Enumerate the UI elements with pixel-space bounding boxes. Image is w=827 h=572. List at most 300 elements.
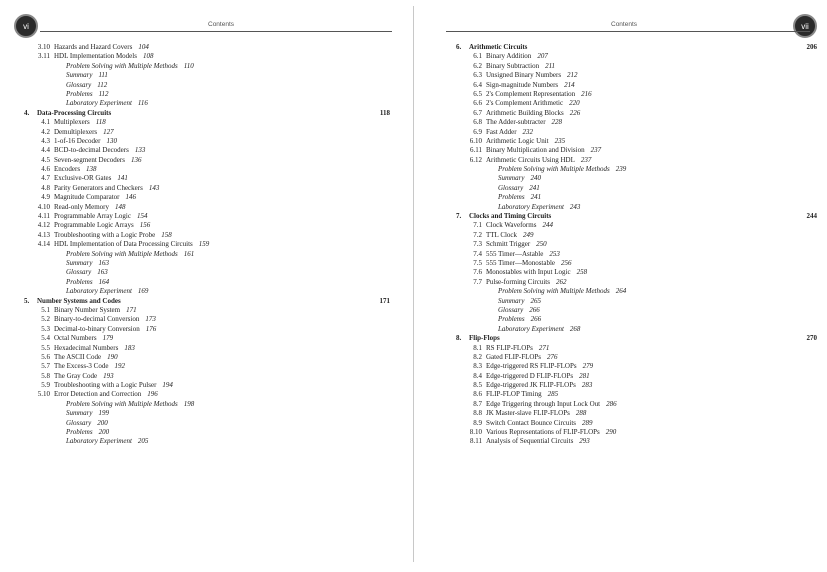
toc-section xyxy=(24,390,404,399)
section-number: 4.6 xyxy=(41,165,50,174)
section-title: Troubleshooting with a Logic Probe xyxy=(54,230,156,239)
end-matter-title: Problems xyxy=(498,315,525,324)
running-head: Contents xyxy=(611,21,638,28)
section-title: Read-only Memory xyxy=(54,202,110,211)
toc-end-matter xyxy=(456,165,817,174)
section-page-number: 192 xyxy=(114,362,125,371)
toc-section xyxy=(24,381,404,390)
section-title: 555 Timer—Astable xyxy=(486,249,544,258)
section-page-number: 136 xyxy=(130,155,142,164)
section-number: 6.8 xyxy=(473,118,482,127)
toc-section xyxy=(24,184,404,193)
end-matter-page-number: 241 xyxy=(530,193,542,202)
section-title: Edge Triggering through Input Lock Out xyxy=(486,399,601,408)
toc-chapter xyxy=(24,297,404,306)
section-page-number: 293 xyxy=(579,437,590,446)
section-title: Binary Number System xyxy=(54,305,121,314)
section-number: 4.13 xyxy=(37,230,50,239)
section-page-number: 288 xyxy=(575,409,587,418)
section-title: 2's Complement Arithmetic xyxy=(486,99,564,108)
toc-section xyxy=(24,156,404,165)
toc-end-matter xyxy=(24,278,404,287)
toc-section xyxy=(24,52,404,61)
toc-section xyxy=(456,278,817,287)
end-matter-page-number: 266 xyxy=(530,315,542,324)
toc-chapter xyxy=(24,109,404,118)
section-title: Programmable Array Logic xyxy=(54,212,131,221)
left-page xyxy=(0,0,410,572)
end-matter-title: Glossary xyxy=(66,418,92,427)
section-title: Octal Numbers xyxy=(54,334,97,343)
toc-section xyxy=(24,344,404,353)
section-number: 6.12 xyxy=(469,155,482,164)
section-title: Hazards and Hazard Covers xyxy=(54,43,133,51)
toc-section xyxy=(456,52,817,61)
end-matter-title: Problem Solving with Multiple Methods xyxy=(66,399,178,408)
toc-section xyxy=(456,231,817,240)
toc-section xyxy=(456,372,817,381)
chapter-number: 5. xyxy=(24,296,30,305)
section-number: 7.1 xyxy=(473,221,482,230)
section-page-number: 190 xyxy=(107,352,118,361)
section-page-number: 256 xyxy=(561,258,572,267)
toc-end-matter xyxy=(456,315,817,324)
toc-section xyxy=(24,174,404,183)
section-title: Troubleshooting with a Logic Pulser xyxy=(54,381,157,390)
section-number: 5.9 xyxy=(41,381,50,390)
toc-end-matter xyxy=(24,437,404,446)
end-matter-page-number: 164 xyxy=(98,277,110,286)
section-page-number: 250 xyxy=(536,240,547,249)
section-page-number: 143 xyxy=(148,183,160,192)
section-page-number: 193 xyxy=(103,371,114,380)
section-page-number: 141 xyxy=(117,174,128,183)
chapter-number: 4. xyxy=(24,108,30,117)
section-title: Arithmetic Circuits Using HDL xyxy=(486,155,575,164)
section-title: Decimal-to-binary Conversion xyxy=(54,324,140,333)
section-number: 6.1 xyxy=(473,52,482,61)
chapter-title: Clocks and Timing Circuits xyxy=(469,212,552,221)
chapter-number: 6. xyxy=(456,43,462,51)
section-title: The Gray Code xyxy=(54,371,98,380)
end-matter-title: Problems xyxy=(66,428,93,437)
section-page-number: 108 xyxy=(142,52,154,61)
section-number: 6.5 xyxy=(473,89,482,98)
section-title: Sign-magnitude Numbers xyxy=(486,80,559,89)
chapter-title: Number Systems and Codes xyxy=(37,296,121,305)
toc-section xyxy=(24,146,404,155)
section-title: Binary-to-decimal Conversion xyxy=(54,315,140,324)
toc-section xyxy=(456,118,817,127)
toc-section xyxy=(24,362,404,371)
toc-section xyxy=(24,128,404,137)
section-number: 6.7 xyxy=(473,108,482,117)
chapter-number: 7. xyxy=(456,212,462,221)
section-number: 7.2 xyxy=(473,230,482,239)
toc-section xyxy=(24,212,404,221)
toc-section xyxy=(456,400,817,409)
toc-end-matter xyxy=(456,174,817,183)
section-number: 4.14 xyxy=(37,240,50,249)
end-matter-page-number: 163 xyxy=(97,268,108,277)
end-matter-title: Glossary xyxy=(66,268,92,277)
section-page-number: 130 xyxy=(106,136,117,145)
end-matter-page-number: 112 xyxy=(97,80,108,89)
toc-end-matter xyxy=(456,306,817,315)
section-page-number: 220 xyxy=(569,99,580,108)
section-page-number: 286 xyxy=(606,399,617,408)
toc-section xyxy=(456,146,817,155)
section-number: 8.5 xyxy=(473,381,482,390)
section-title: BCD-to-decimal Decoders xyxy=(54,146,129,155)
toc-section xyxy=(456,344,817,353)
toc-section xyxy=(456,156,817,165)
section-number: 4.1 xyxy=(41,118,50,127)
end-matter-title: Summary xyxy=(66,409,93,418)
section-title: HDL Implementation of Data Processing Circuits xyxy=(54,240,193,249)
right-page xyxy=(418,0,827,572)
toc-section xyxy=(24,353,404,362)
toc-list xyxy=(24,43,404,447)
toc-section xyxy=(456,109,817,118)
toc-end-matter xyxy=(24,250,404,259)
section-number: 6.4 xyxy=(473,80,482,89)
section-page-number: 183 xyxy=(124,343,135,352)
end-matter-title: Problems xyxy=(66,277,93,286)
end-matter-title: Laboratory Experiment xyxy=(66,287,132,296)
section-number: 5.5 xyxy=(41,343,50,352)
section-number: 4.9 xyxy=(41,193,50,202)
end-matter-title: Glossary xyxy=(498,305,524,314)
toc-section xyxy=(24,231,404,240)
section-page-number: 179 xyxy=(102,334,114,343)
section-title: Magnitude Comparator xyxy=(54,193,120,202)
section-title: Binary Subtraction xyxy=(486,61,540,70)
section-number: 5.4 xyxy=(41,334,50,343)
section-page-number: 276 xyxy=(547,352,558,361)
section-title: Multiplexers xyxy=(54,118,90,127)
toc-end-matter xyxy=(24,287,404,296)
section-title: 1-of-16 Decoder xyxy=(54,136,101,145)
section-number: 5.3 xyxy=(41,324,50,333)
toc-section xyxy=(456,268,817,277)
section-number: 4.8 xyxy=(41,183,50,192)
toc-end-matter xyxy=(24,99,404,108)
section-number: 4.10 xyxy=(37,202,50,211)
chapter-page-number: 118 xyxy=(379,108,390,117)
section-page-number: 279 xyxy=(582,362,594,371)
section-page-number: 154 xyxy=(136,212,148,221)
toc-section xyxy=(456,137,817,146)
end-matter-page-number: 110 xyxy=(183,61,194,70)
section-title: Pulse-forming Circuits xyxy=(486,277,550,286)
section-page-number: 196 xyxy=(147,390,158,399)
section-title: Binary Multiplication and Division xyxy=(486,146,585,155)
end-matter-title: Laboratory Experiment xyxy=(498,324,564,333)
section-page-number: 249 xyxy=(523,230,534,239)
section-page-number: 244 xyxy=(542,221,553,230)
section-title: Gated FLIP-FLOPs xyxy=(486,352,542,361)
section-number: 7.4 xyxy=(473,249,482,258)
chapter-title: Flip-Flops xyxy=(469,334,500,343)
end-matter-page-number: 240 xyxy=(530,174,541,183)
section-title: Error Detection and Correction xyxy=(54,390,142,399)
toc-section xyxy=(24,221,404,230)
section-title: TTL Clock xyxy=(486,230,518,239)
end-matter-page-number: 243 xyxy=(569,202,581,211)
section-number: 7.6 xyxy=(473,268,482,277)
toc-end-matter xyxy=(24,428,404,437)
toc-section xyxy=(456,353,817,362)
section-page-number: 216 xyxy=(581,89,592,98)
section-number: 4.7 xyxy=(41,174,50,183)
section-page-number: 104 xyxy=(138,43,149,51)
end-matter-title: Summary xyxy=(498,296,525,305)
toc-section xyxy=(456,390,817,399)
toc-section xyxy=(456,250,817,259)
section-page-number: 283 xyxy=(581,381,593,390)
section-number: 8.10 xyxy=(469,428,482,437)
chapter-page-number: 171 xyxy=(379,296,390,305)
end-matter-title: Problem Solving with Multiple Methods xyxy=(66,61,178,70)
chapter-title: Arithmetic Circuits xyxy=(469,43,528,51)
section-number: 8.7 xyxy=(473,399,482,408)
toc-end-matter xyxy=(24,268,404,277)
section-number: 8.3 xyxy=(473,362,482,371)
section-page-number: 290 xyxy=(605,428,617,437)
section-title: RS FLIP-FLOPs xyxy=(486,343,533,352)
chapter-page-number: 206 xyxy=(806,43,817,51)
toc-section xyxy=(24,306,404,315)
page-gutter xyxy=(413,6,414,562)
section-page-number: 214 xyxy=(564,80,575,89)
section-number: 5.1 xyxy=(41,305,50,314)
section-title: Programmable Logic Arrays xyxy=(54,221,134,230)
section-page-number: 271 xyxy=(538,343,550,352)
section-title: Arithmetic Logic Unit xyxy=(486,136,549,145)
toc-section xyxy=(24,325,404,334)
section-page-number: 173 xyxy=(145,315,156,324)
section-title: JK Master-slave FLIP-FLOPs xyxy=(486,409,570,418)
toc-end-matter xyxy=(24,71,404,80)
toc-section xyxy=(456,409,817,418)
section-page-number: 237 xyxy=(580,155,592,164)
section-title: 2's Complement Representation xyxy=(486,89,576,98)
section-title: Exclusive-OR Gates xyxy=(54,174,112,183)
toc-end-matter xyxy=(24,400,404,409)
section-page-number: 228 xyxy=(551,118,563,127)
end-matter-page-number: 161 xyxy=(183,249,195,258)
section-number: 4.2 xyxy=(41,127,50,136)
section-title: HDL Implementation Models xyxy=(54,52,137,61)
section-page-number: 158 xyxy=(161,230,172,239)
section-page-number: 253 xyxy=(549,249,560,258)
toc-end-matter xyxy=(24,409,404,418)
toc-end-matter xyxy=(456,203,817,212)
toc-end-matter xyxy=(24,62,404,71)
end-matter-title: Problem Solving with Multiple Methods xyxy=(498,165,610,174)
section-title: 555 Timer—Monostable xyxy=(486,258,556,267)
toc-section xyxy=(456,362,817,371)
toc-section xyxy=(456,381,817,390)
toc-section xyxy=(24,334,404,343)
end-matter-page-number: 266 xyxy=(529,305,540,314)
section-number: 4.3 xyxy=(41,136,50,145)
toc-section xyxy=(24,372,404,381)
end-matter-page-number: 199 xyxy=(98,409,109,418)
section-page-number: 156 xyxy=(139,221,151,230)
section-page-number: 281 xyxy=(579,371,590,380)
end-matter-title: Summary xyxy=(66,71,93,80)
toc-section xyxy=(24,118,404,127)
section-title: The Adder-subtracter xyxy=(486,118,546,127)
section-title: Binary Addition xyxy=(486,52,532,61)
section-title: Unsigned Binary Numbers xyxy=(486,71,562,80)
end-matter-page-number: 264 xyxy=(615,287,627,296)
section-page-number: 226 xyxy=(569,108,581,117)
section-title: Edge-triggered JK FLIP-FLOPs xyxy=(486,381,576,390)
section-page-number: 148 xyxy=(115,202,126,211)
chapter-number: 8. xyxy=(456,334,462,343)
section-number: 5.7 xyxy=(41,362,50,371)
toc-section xyxy=(456,99,817,108)
page-number-badge: vi xyxy=(14,14,38,38)
end-matter-title: Laboratory Experiment xyxy=(66,437,132,446)
section-title: Arithmetic Building Blocks xyxy=(486,108,564,117)
end-matter-title: Glossary xyxy=(498,183,524,192)
section-page-number: 207 xyxy=(537,52,548,61)
running-head: Contents xyxy=(208,21,235,28)
toc-section xyxy=(456,419,817,428)
section-title: FLIP-FLOP Timing xyxy=(486,390,542,399)
section-number: 5.2 xyxy=(41,315,50,324)
end-matter-page-number: 200 xyxy=(97,418,108,427)
toc-section xyxy=(24,240,404,249)
section-number: 7.3 xyxy=(473,240,482,249)
toc-list xyxy=(456,43,817,447)
end-matter-page-number: 163 xyxy=(98,258,109,267)
toc-section xyxy=(24,43,404,52)
end-matter-page-number: 241 xyxy=(529,183,540,192)
chapter-title: Data-Processing Circuits xyxy=(37,108,112,117)
toc-section xyxy=(24,165,404,174)
end-matter-title: Laboratory Experiment xyxy=(498,202,564,211)
section-page-number: 138 xyxy=(86,165,97,174)
section-title: Switch Contact Bounce Circuits xyxy=(486,418,577,427)
section-number: 8.9 xyxy=(473,418,482,427)
section-number: 8.6 xyxy=(473,390,482,399)
end-matter-title: Problems xyxy=(498,193,525,202)
toc-end-matter xyxy=(24,259,404,268)
toc-section xyxy=(24,203,404,212)
end-matter-page-number: 116 xyxy=(137,99,148,108)
end-matter-page-number: 198 xyxy=(183,399,195,408)
toc-end-matter xyxy=(456,297,817,306)
section-number: 8.1 xyxy=(473,343,482,352)
toc-chapter xyxy=(456,334,817,343)
page-number-badge: vii xyxy=(793,14,817,38)
end-matter-title: Glossary xyxy=(66,80,92,89)
toc-section xyxy=(456,90,817,99)
header-rule xyxy=(40,31,392,32)
toc-section xyxy=(456,71,817,80)
toc-chapter xyxy=(456,212,817,221)
toc-section xyxy=(456,128,817,137)
section-page-number: 262 xyxy=(555,277,567,286)
section-title: Various Representations of FLIP-FLOPs xyxy=(486,428,600,437)
toc-section xyxy=(24,137,404,146)
section-number: 5.8 xyxy=(41,371,50,380)
section-page-number: 232 xyxy=(522,127,534,136)
section-page-number: 289 xyxy=(582,418,593,427)
section-page-number: 258 xyxy=(576,268,588,277)
section-number: 8.8 xyxy=(473,409,482,418)
chapter-page-number: 270 xyxy=(806,334,817,343)
toc-end-matter xyxy=(24,90,404,99)
section-number: 6.2 xyxy=(473,61,482,70)
header-rule xyxy=(446,31,810,32)
section-title: Analysis of Sequential Circuits xyxy=(486,437,574,446)
section-number: 6.9 xyxy=(473,127,482,136)
section-number: 6.10 xyxy=(469,136,482,145)
section-page-number: 146 xyxy=(125,193,137,202)
section-title: Seven-segment Decoders xyxy=(54,155,125,164)
section-title: Schmitt Trigger xyxy=(486,240,531,249)
section-title: Encoders xyxy=(54,165,81,174)
end-matter-page-number: 265 xyxy=(530,296,541,305)
toc-end-matter xyxy=(456,193,817,202)
toc-section xyxy=(456,81,817,90)
section-page-number: 237 xyxy=(590,146,602,155)
section-number: 8.2 xyxy=(473,352,482,361)
toc-end-matter xyxy=(24,419,404,428)
end-matter-page-number: 200 xyxy=(98,428,110,437)
section-title: Parity Generators and Checkers xyxy=(54,183,143,192)
section-page-number: 285 xyxy=(547,390,559,399)
section-number: 5.6 xyxy=(41,352,50,361)
section-page-number: 159 xyxy=(198,240,210,249)
section-title: Monostables with Input Logic xyxy=(486,268,571,277)
section-page-number: 235 xyxy=(554,136,566,145)
section-number: 3.11 xyxy=(38,52,50,61)
section-page-number: 212 xyxy=(567,71,578,80)
section-page-number: 127 xyxy=(103,127,114,136)
toc-chapter xyxy=(456,43,817,52)
toc-section xyxy=(456,221,817,230)
toc-end-matter xyxy=(456,325,817,334)
section-title: Fast Adder xyxy=(486,127,517,136)
section-page-number: 171 xyxy=(126,305,137,314)
section-title: The ASCII Code xyxy=(54,352,102,361)
section-number: 7.5 xyxy=(473,258,482,267)
section-title: Edge-triggered D FLIP-FLOPs xyxy=(486,371,574,380)
section-page-number: 194 xyxy=(162,381,173,390)
section-number: 8.11 xyxy=(470,437,482,446)
toc-section xyxy=(24,315,404,324)
end-matter-page-number: 239 xyxy=(615,165,627,174)
section-title: Demultiplexers xyxy=(54,127,98,136)
chapter-page-number: 244 xyxy=(806,212,817,221)
end-matter-page-number: 205 xyxy=(137,437,149,446)
end-matter-title: Summary xyxy=(498,174,525,183)
section-title: Clock Waveforms xyxy=(486,221,537,230)
end-matter-page-number: 169 xyxy=(137,287,149,296)
toc-section xyxy=(456,62,817,71)
section-number: 4.12 xyxy=(37,221,50,230)
section-title: Edge-triggered RS FLIP-FLOPs xyxy=(486,362,577,371)
section-number: 6.11 xyxy=(470,146,482,155)
section-number: 6.6 xyxy=(473,99,482,108)
